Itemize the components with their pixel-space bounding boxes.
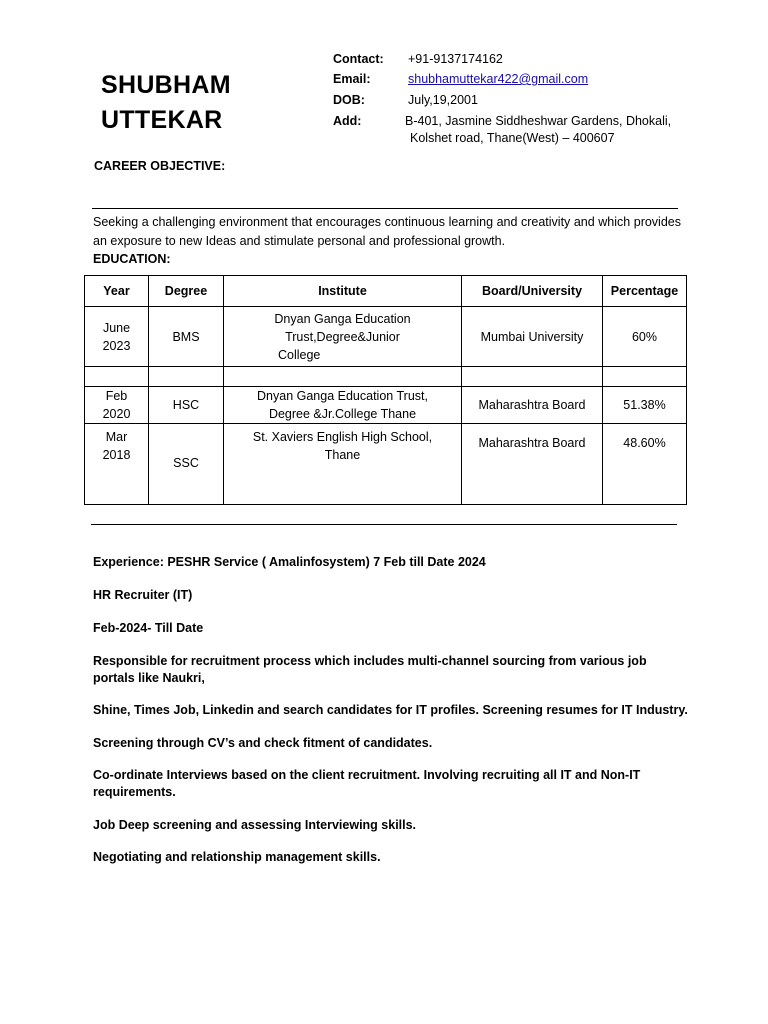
degree-cell: BMS: [149, 307, 224, 367]
experience-point: Job Deep screening and assessing Interviewing skills.: [93, 818, 417, 832]
address-line-2: Kolshet road, Thane(West) – 400607: [410, 131, 615, 145]
address-row: [333, 112, 693, 150]
email-row: [333, 70, 693, 90]
board-cell: Maharashtra Board: [462, 387, 603, 424]
email-link[interactable]: shubhamuttekar422@gmail.com: [408, 72, 589, 86]
institute-cell: Dnyan Ganga Education Trust,Degree&Junior College: [224, 307, 462, 367]
education-table: [84, 275, 687, 505]
experience-point: Responsible for recruitment process which includes multi-channel sourcing from various job portals like Naukri,: [93, 654, 647, 685]
table-row: [85, 424, 687, 505]
board-cell: Mumbai University: [462, 307, 603, 367]
address-label: Add:: [333, 114, 362, 128]
column-header: Year: [85, 276, 149, 307]
contact-label: Contact:: [333, 52, 384, 66]
column-header: Degree: [149, 276, 224, 307]
experience-point: Negotiating and relationship management skills.: [93, 850, 381, 864]
name-first: SHUBHAM: [101, 71, 231, 99]
candidate-name: [101, 68, 231, 138]
year-cell: June 2023: [85, 307, 149, 367]
percentage-cell: 51.38%: [603, 387, 687, 424]
board-cell: Maharashtra Board: [462, 424, 603, 505]
experience-role: HR Recruiter (IT): [93, 588, 193, 602]
percentage-cell: 48.60%: [603, 424, 687, 505]
institute-cell: St. Xaviers English High School, Thane: [224, 424, 462, 505]
experience-duration: Feb-2024- Till Date: [93, 621, 204, 635]
table-row: [85, 367, 687, 387]
degree-cell: SSC: [149, 424, 224, 505]
dob-value: July,19,2001: [408, 93, 478, 107]
divider: [91, 524, 677, 525]
experience-point: Shine, Times Job, Linkedin and search candidates for IT profiles. Screening resumes for IT Industry.: [93, 703, 688, 717]
column-header: Board/University: [462, 276, 603, 307]
career-objective-heading: CAREER OBJECTIVE:: [94, 159, 226, 173]
email-label: Email:: [333, 72, 371, 86]
institute-cell: Dnyan Ganga Education Trust, Degree &Jr.College Thane: [224, 387, 462, 424]
degree-cell: HSC: [149, 387, 224, 424]
percentage-cell: 60%: [603, 307, 687, 367]
table-row: [85, 307, 687, 367]
column-header: Percentage: [603, 276, 687, 307]
contact-row: [333, 50, 693, 70]
contact-block: [333, 50, 693, 150]
education-heading: EDUCATION:: [93, 252, 171, 266]
dob-row: [333, 91, 693, 112]
dob-label: DOB:: [333, 93, 365, 107]
experience-point: Co-ordinate Interviews based on the client recruitment. Involving recruiting all IT and Non-IT requirements.: [93, 768, 641, 799]
year-cell: Feb 2020: [85, 387, 149, 424]
experience-point: Screening through CV’s and check fitment of candidates.: [93, 736, 433, 750]
table-header-row: [85, 276, 687, 307]
divider: [92, 208, 678, 209]
year-cell: Mar 2018: [85, 424, 149, 505]
name-last: UTTEKAR: [101, 106, 223, 134]
table-row: [85, 387, 687, 424]
address-line-1: B-401, Jasmine Siddheshwar Gardens, Dhokali,: [405, 114, 672, 128]
career-objective-text: Seeking a challenging environment that encourages continuous learning and creativity and which provides an exposure to new Ideas and stimulate personal and professional growth.: [93, 215, 681, 248]
contact-phone: +91-9137174162: [408, 52, 503, 66]
column-header: Institute: [224, 276, 462, 307]
experience-title: Experience: PESHR Service ( Amalinfosystem) 7 Feb till Date 2024: [93, 555, 486, 569]
